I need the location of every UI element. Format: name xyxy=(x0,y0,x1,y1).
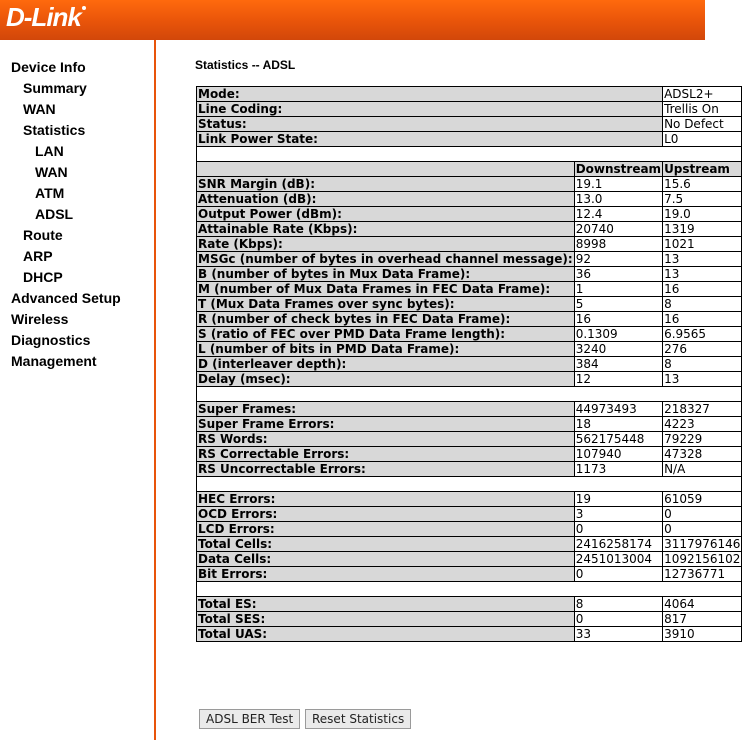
downstream-value: 2451013004 xyxy=(574,552,662,567)
row-label: Total UAS: xyxy=(197,627,575,642)
downstream-value: 19 xyxy=(574,492,662,507)
downstream-value: 44973493 xyxy=(574,402,662,417)
upstream-value: 7.5 xyxy=(663,192,742,207)
row-label: Mode: xyxy=(197,87,663,102)
downstream-value: 3240 xyxy=(574,342,662,357)
upstream-value: 1319 xyxy=(663,222,742,237)
row-label: B (number of bytes in Mux Data Frame): xyxy=(197,267,575,282)
stat-row xyxy=(197,447,742,462)
upstream-value: 79229 xyxy=(663,432,742,447)
row-value: ADSL2+ xyxy=(663,87,742,102)
row-label: L (number of bits in PMD Data Frame): xyxy=(197,342,575,357)
header-bar xyxy=(0,0,705,40)
row-label: Super Frame Errors: xyxy=(197,417,575,432)
stat-row xyxy=(197,552,742,567)
stat-row xyxy=(197,537,742,552)
row-label: Delay (msec): xyxy=(197,372,575,387)
downstream-value: 12.4 xyxy=(574,207,662,222)
page-title: Statistics -- ADSL xyxy=(195,58,296,72)
row-label: Data Cells: xyxy=(197,552,575,567)
line-info-row xyxy=(197,117,742,132)
stat-row xyxy=(197,597,742,612)
upstream-value: 8 xyxy=(663,357,742,372)
stat-row xyxy=(197,222,742,237)
row-label: Total ES: xyxy=(197,597,575,612)
row-label: Bit Errors: xyxy=(197,567,575,582)
upstream-value: 3117976146 xyxy=(664,537,741,551)
downstream-value: 1173 xyxy=(574,462,662,477)
upstream-value: 16 xyxy=(663,312,742,327)
sidebar-item-management[interactable]: Management xyxy=(11,353,97,369)
upstream-value: 13 xyxy=(663,252,742,267)
stat-row xyxy=(197,312,742,327)
sidebar-item-dhcp[interactable]: DHCP xyxy=(23,269,63,285)
downstream-value: 384 xyxy=(574,357,662,372)
stat-row xyxy=(197,612,742,627)
upstream-value: 1092156102 xyxy=(664,552,741,566)
row-label: RS Correctable Errors: xyxy=(197,447,575,462)
stat-row xyxy=(197,177,742,192)
downstream-value: 2416258174 xyxy=(574,537,662,552)
row-label: RS Uncorrectable Errors: xyxy=(197,462,575,477)
row-label: RS Words: xyxy=(197,432,575,447)
downstream-value: 3 xyxy=(574,507,662,522)
sidebar-item-wireless[interactable]: Wireless xyxy=(11,311,69,327)
upstream-value: 4064 xyxy=(663,597,742,612)
downstream-value: 92 xyxy=(574,252,662,267)
stat-row xyxy=(197,402,742,417)
upstream-value: 15.6 xyxy=(663,177,742,192)
adsl-stats-table xyxy=(196,86,742,642)
upstream-value: 8 xyxy=(663,297,742,312)
stat-row xyxy=(197,282,742,297)
upstream-value: 6.9565 xyxy=(663,327,742,342)
stat-row xyxy=(197,237,742,252)
stat-row xyxy=(197,417,742,432)
line-info-row xyxy=(197,102,742,117)
downstream-value: 107940 xyxy=(574,447,662,462)
stat-row xyxy=(197,522,742,537)
upstream-value: 817 xyxy=(663,612,742,627)
downstream-value: 16 xyxy=(574,312,662,327)
spacer-cell xyxy=(197,147,742,162)
upstream-value: 13 xyxy=(663,267,742,282)
row-label: OCD Errors: xyxy=(197,507,575,522)
stat-row xyxy=(197,297,742,312)
sidebar-item-wan[interactable]: WAN xyxy=(23,101,56,117)
sidebar-item-route[interactable]: Route xyxy=(23,227,63,243)
spacer-row xyxy=(197,387,742,402)
row-label: Line Coding: xyxy=(197,102,663,117)
upstream-value: 4223 xyxy=(663,417,742,432)
upstream-value: 0 xyxy=(663,522,742,537)
sidebar-item-device-info[interactable]: Device Info xyxy=(11,59,86,75)
row-label: Output Power (dBm): xyxy=(197,207,575,222)
sidebar-item-atm[interactable]: ATM xyxy=(35,185,65,201)
spacer-cell xyxy=(197,477,742,492)
upstream-value: 19.0 xyxy=(663,207,742,222)
sidebar-item-statistics[interactable]: Statistics xyxy=(23,122,86,138)
sidebar-item-lan[interactable]: LAN xyxy=(35,143,64,159)
stat-row xyxy=(197,327,742,342)
line-info-row xyxy=(197,87,742,102)
spacer-row xyxy=(197,582,742,597)
column-header-row xyxy=(197,162,742,177)
downstream-value: 0 xyxy=(574,612,662,627)
downstream-value: 0.1309 xyxy=(574,327,662,342)
adsl-ber-test-button[interactable]: ADSL BER Test xyxy=(199,709,300,729)
upstream-value: 61059 xyxy=(663,492,742,507)
downstream-value: 1 xyxy=(574,282,662,297)
downstream-value: 33 xyxy=(574,627,662,642)
stat-row xyxy=(197,492,742,507)
downstream-value: 19.1 xyxy=(574,177,662,192)
upstream-value: 3910 xyxy=(663,627,742,642)
stat-row xyxy=(197,207,742,222)
downstream-value: 8 xyxy=(574,597,662,612)
downstream-value: 8998 xyxy=(574,237,662,252)
upstream-value: 1021 xyxy=(663,237,742,252)
upstream-value: N/A xyxy=(663,462,742,477)
upstream-value: 12736771 xyxy=(663,567,742,582)
row-label: Attenuation (dB): xyxy=(197,192,575,207)
sidebar-item-diagnostics[interactable]: Diagnostics xyxy=(11,332,91,348)
spacer-row xyxy=(197,147,742,162)
downstream-value: 0 xyxy=(574,522,662,537)
downstream-value: 20740 xyxy=(574,222,662,237)
upstream-value: 47328 xyxy=(663,447,742,462)
row-label: Total Cells: xyxy=(197,537,575,552)
row-label: M (number of Mux Data Frames in FEC Data Frame): xyxy=(197,282,575,297)
upstream-value: 16 xyxy=(663,282,742,297)
spacer-cell xyxy=(197,582,742,597)
sidebar-item-summary[interactable]: Summary xyxy=(23,80,87,96)
downstream-value: 0 xyxy=(574,567,662,582)
spacer-row xyxy=(197,477,742,492)
sidebar-item-wan[interactable]: WAN xyxy=(35,164,68,180)
row-label: Super Frames: xyxy=(197,402,575,417)
sidebar-item-arp[interactable]: ARP xyxy=(23,248,53,264)
row-label: Link Power State: xyxy=(197,132,663,147)
stat-row xyxy=(197,267,742,282)
upstream-value: 218327 xyxy=(663,402,742,417)
stat-row xyxy=(197,507,742,522)
stat-row xyxy=(197,192,742,207)
sidebar-item-adsl[interactable]: ADSL xyxy=(35,206,74,222)
stat-row xyxy=(197,627,742,642)
line-info-row xyxy=(197,132,742,147)
dlink-logo: D-Link xyxy=(6,2,86,33)
stat-row xyxy=(197,357,742,372)
downstream-header: Downstream xyxy=(575,162,662,176)
row-label: Attainable Rate (Kbps): xyxy=(197,222,575,237)
downstream-value: 36 xyxy=(574,267,662,282)
row-label: SNR Margin (dB): xyxy=(197,177,575,192)
sidebar xyxy=(0,40,156,740)
row-label: S (ratio of FEC over PMD Data Frame length): xyxy=(197,327,575,342)
row-value: L0 xyxy=(663,132,742,147)
downstream-value: 5 xyxy=(574,297,662,312)
row-value: No Defect xyxy=(663,117,742,132)
row-label: Total SES: xyxy=(197,612,575,627)
row-label: HEC Errors: xyxy=(197,492,575,507)
stat-row xyxy=(197,372,742,387)
upstream-value: 13 xyxy=(663,372,742,387)
reset-statistics-button[interactable]: Reset Statistics xyxy=(305,709,411,729)
header-empty-cell xyxy=(197,162,575,177)
row-label: D (interleaver depth): xyxy=(197,357,575,372)
stat-row xyxy=(197,252,742,267)
stat-row xyxy=(197,432,742,447)
upstream-value: 0 xyxy=(663,507,742,522)
row-label: MSGc (number of bytes in overhead channel message): xyxy=(198,252,573,266)
row-label: Rate (Kbps): xyxy=(197,237,575,252)
downstream-value: 13.0 xyxy=(574,192,662,207)
row-label: R (number of check bytes in FEC Data Frame): xyxy=(197,312,575,327)
upstream-value: 276 xyxy=(663,342,742,357)
stat-row xyxy=(197,567,742,582)
row-label: Status: xyxy=(197,117,663,132)
row-label: T (Mux Data Frames over sync bytes): xyxy=(197,297,575,312)
upstream-header: Upstream xyxy=(663,162,742,177)
downstream-value: 562175448 xyxy=(574,432,662,447)
sidebar-item-advanced-setup[interactable]: Advanced Setup xyxy=(11,290,121,306)
row-value: Trellis On xyxy=(663,102,742,117)
downstream-value: 12 xyxy=(574,372,662,387)
stat-row xyxy=(197,462,742,477)
spacer-cell xyxy=(197,387,742,402)
stat-row xyxy=(197,342,742,357)
downstream-value: 18 xyxy=(574,417,662,432)
row-label: LCD Errors: xyxy=(197,522,575,537)
